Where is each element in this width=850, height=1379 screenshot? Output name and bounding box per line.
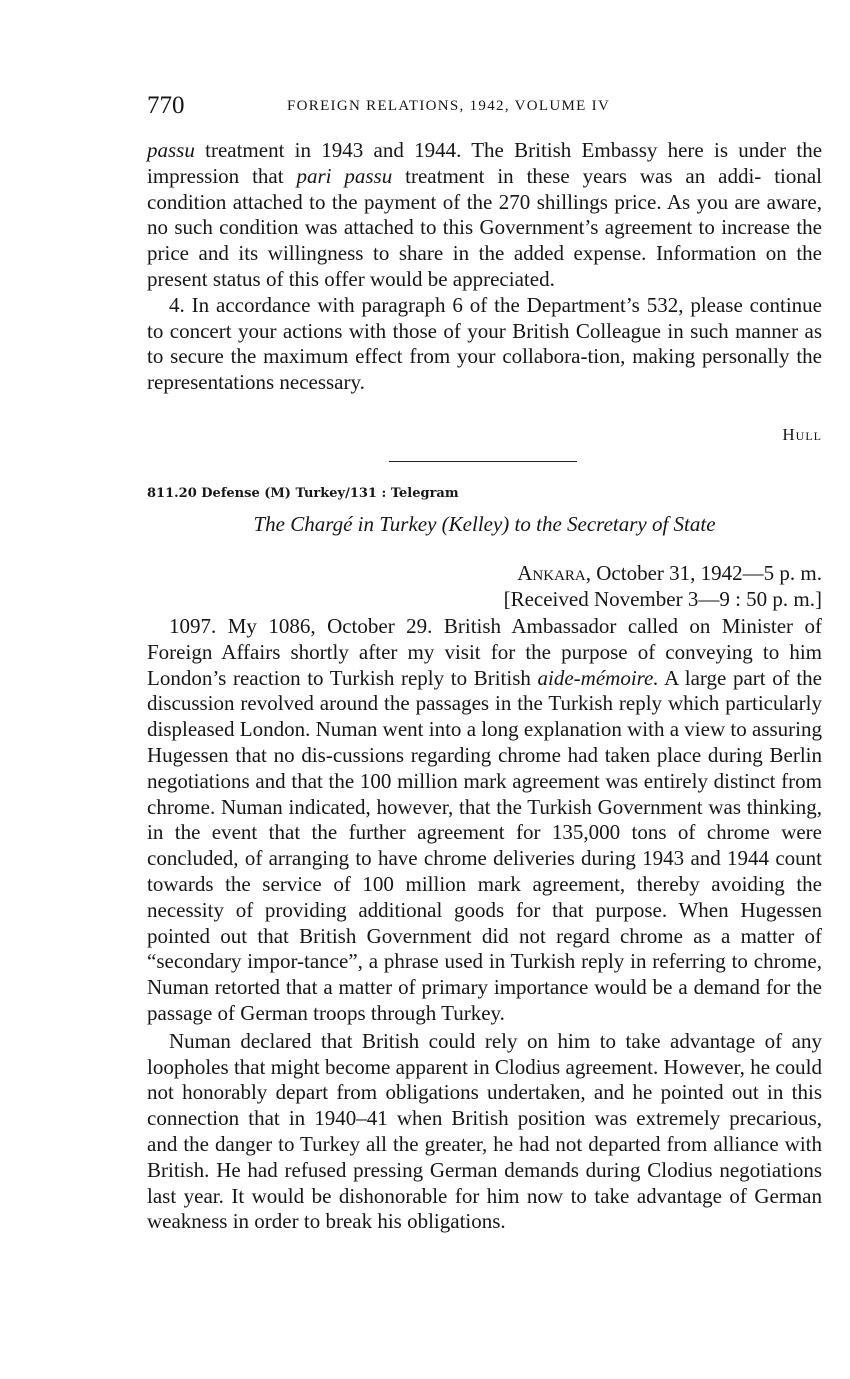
document-title: The Chargé in Turkey (Kelley) to the Secretary of State — [253, 512, 716, 536]
telegram-body — [147, 614, 822, 1235]
continuation-paragraph-1: passu treatment in 1943 and 1944. The British Embassy here is under the impression that pari passu treatment in these years was an addi- tional condition attached to the payment of the 270 shillings price. As you are aware, no such condition was attached to this Government’s agreement to increase the price and its willingness to share in the added expense. Information on the present status of this offer would be appreciated. — [147, 138, 823, 291]
telegram-paragraph-1: 1097. My 1086, October 29. British Ambassador called on Minister of Foreign Affairs shortly after my visit for the purpose of conveying to him London’s reaction to Turkish reply to British aide-mémoire. A large part of the discussion revolved around the passages in the Turkish reply which particularly displeased London. Numan went into a long explanation with a view to assuring Hugessen that no dis-cussions regarding chrome had taken place during Berlin negotiations and that the 100 million mark agreement was entirely distinct from chrome. Numan indicated, however, that the Turkish Government was thinking, in the event that the further agreement for 135,000 tons of chrome were concluded, of arranging to have chrome deliveries during 1943 and 1944 count towards the service of 100 million mark agreement, thereby avoiding the necessity of providing additional goods for that purpose. When Hugessen pointed out that British Government did not regard chrome as a matter of “secondary impor-tance”, a phrase used in Turkish reply in referring to chrome, Numan retorted that a matter of primary importance would be a demand for the passage of German troops through Turkey. — [147, 614, 822, 1025]
section-divider — [389, 461, 577, 462]
page-number: 770 — [147, 92, 185, 119]
signature: Hull — [782, 425, 822, 444]
continuation-text — [147, 138, 822, 396]
dateline-received: [Received November 3—9 : 50 p. m.] — [503, 587, 822, 611]
file-reference: 811.20 Defense (M) Turkey/131 : Telegram — [147, 486, 459, 501]
page-header — [147, 92, 822, 122]
running-head: FOREIGN RELATIONS, 1942, VOLUME IV — [287, 98, 611, 114]
italic-term: passu — [147, 138, 195, 162]
dateline — [147, 560, 822, 612]
italic-term: pari passu — [296, 163, 393, 188]
continuation-paragraph-2: 4. In accordance with paragraph 6 of the Department’s 532, please continue to concert your actions with those of your British Colleague in such manner as to secure the maximum effect from your collabora-tion, making personally the representations necessary. — [147, 292, 822, 395]
dateline-city: Ankara — [517, 561, 586, 585]
dateline-sent: Ankara, October 31, 1942—5 p. m. — [517, 561, 822, 585]
italic-term: aide-mémoire. — [537, 665, 659, 690]
telegram-paragraph-2: Numan declared that British could rely on him to take advantage of any loopholes that might become apparent in Clodius agreement. However, he could not honorably depart from obligations undertaken, and he pointed out in this connection that in 1940–41 when British position was extremely precarious, and the danger to Turkey all the greater, he had not departed from alliance with British. He had refused pressing German demands during Clodius negotiations last year. It would be dishonorable for him now to take advantage of German weakness in order to break his obligations. — [147, 1028, 822, 1234]
